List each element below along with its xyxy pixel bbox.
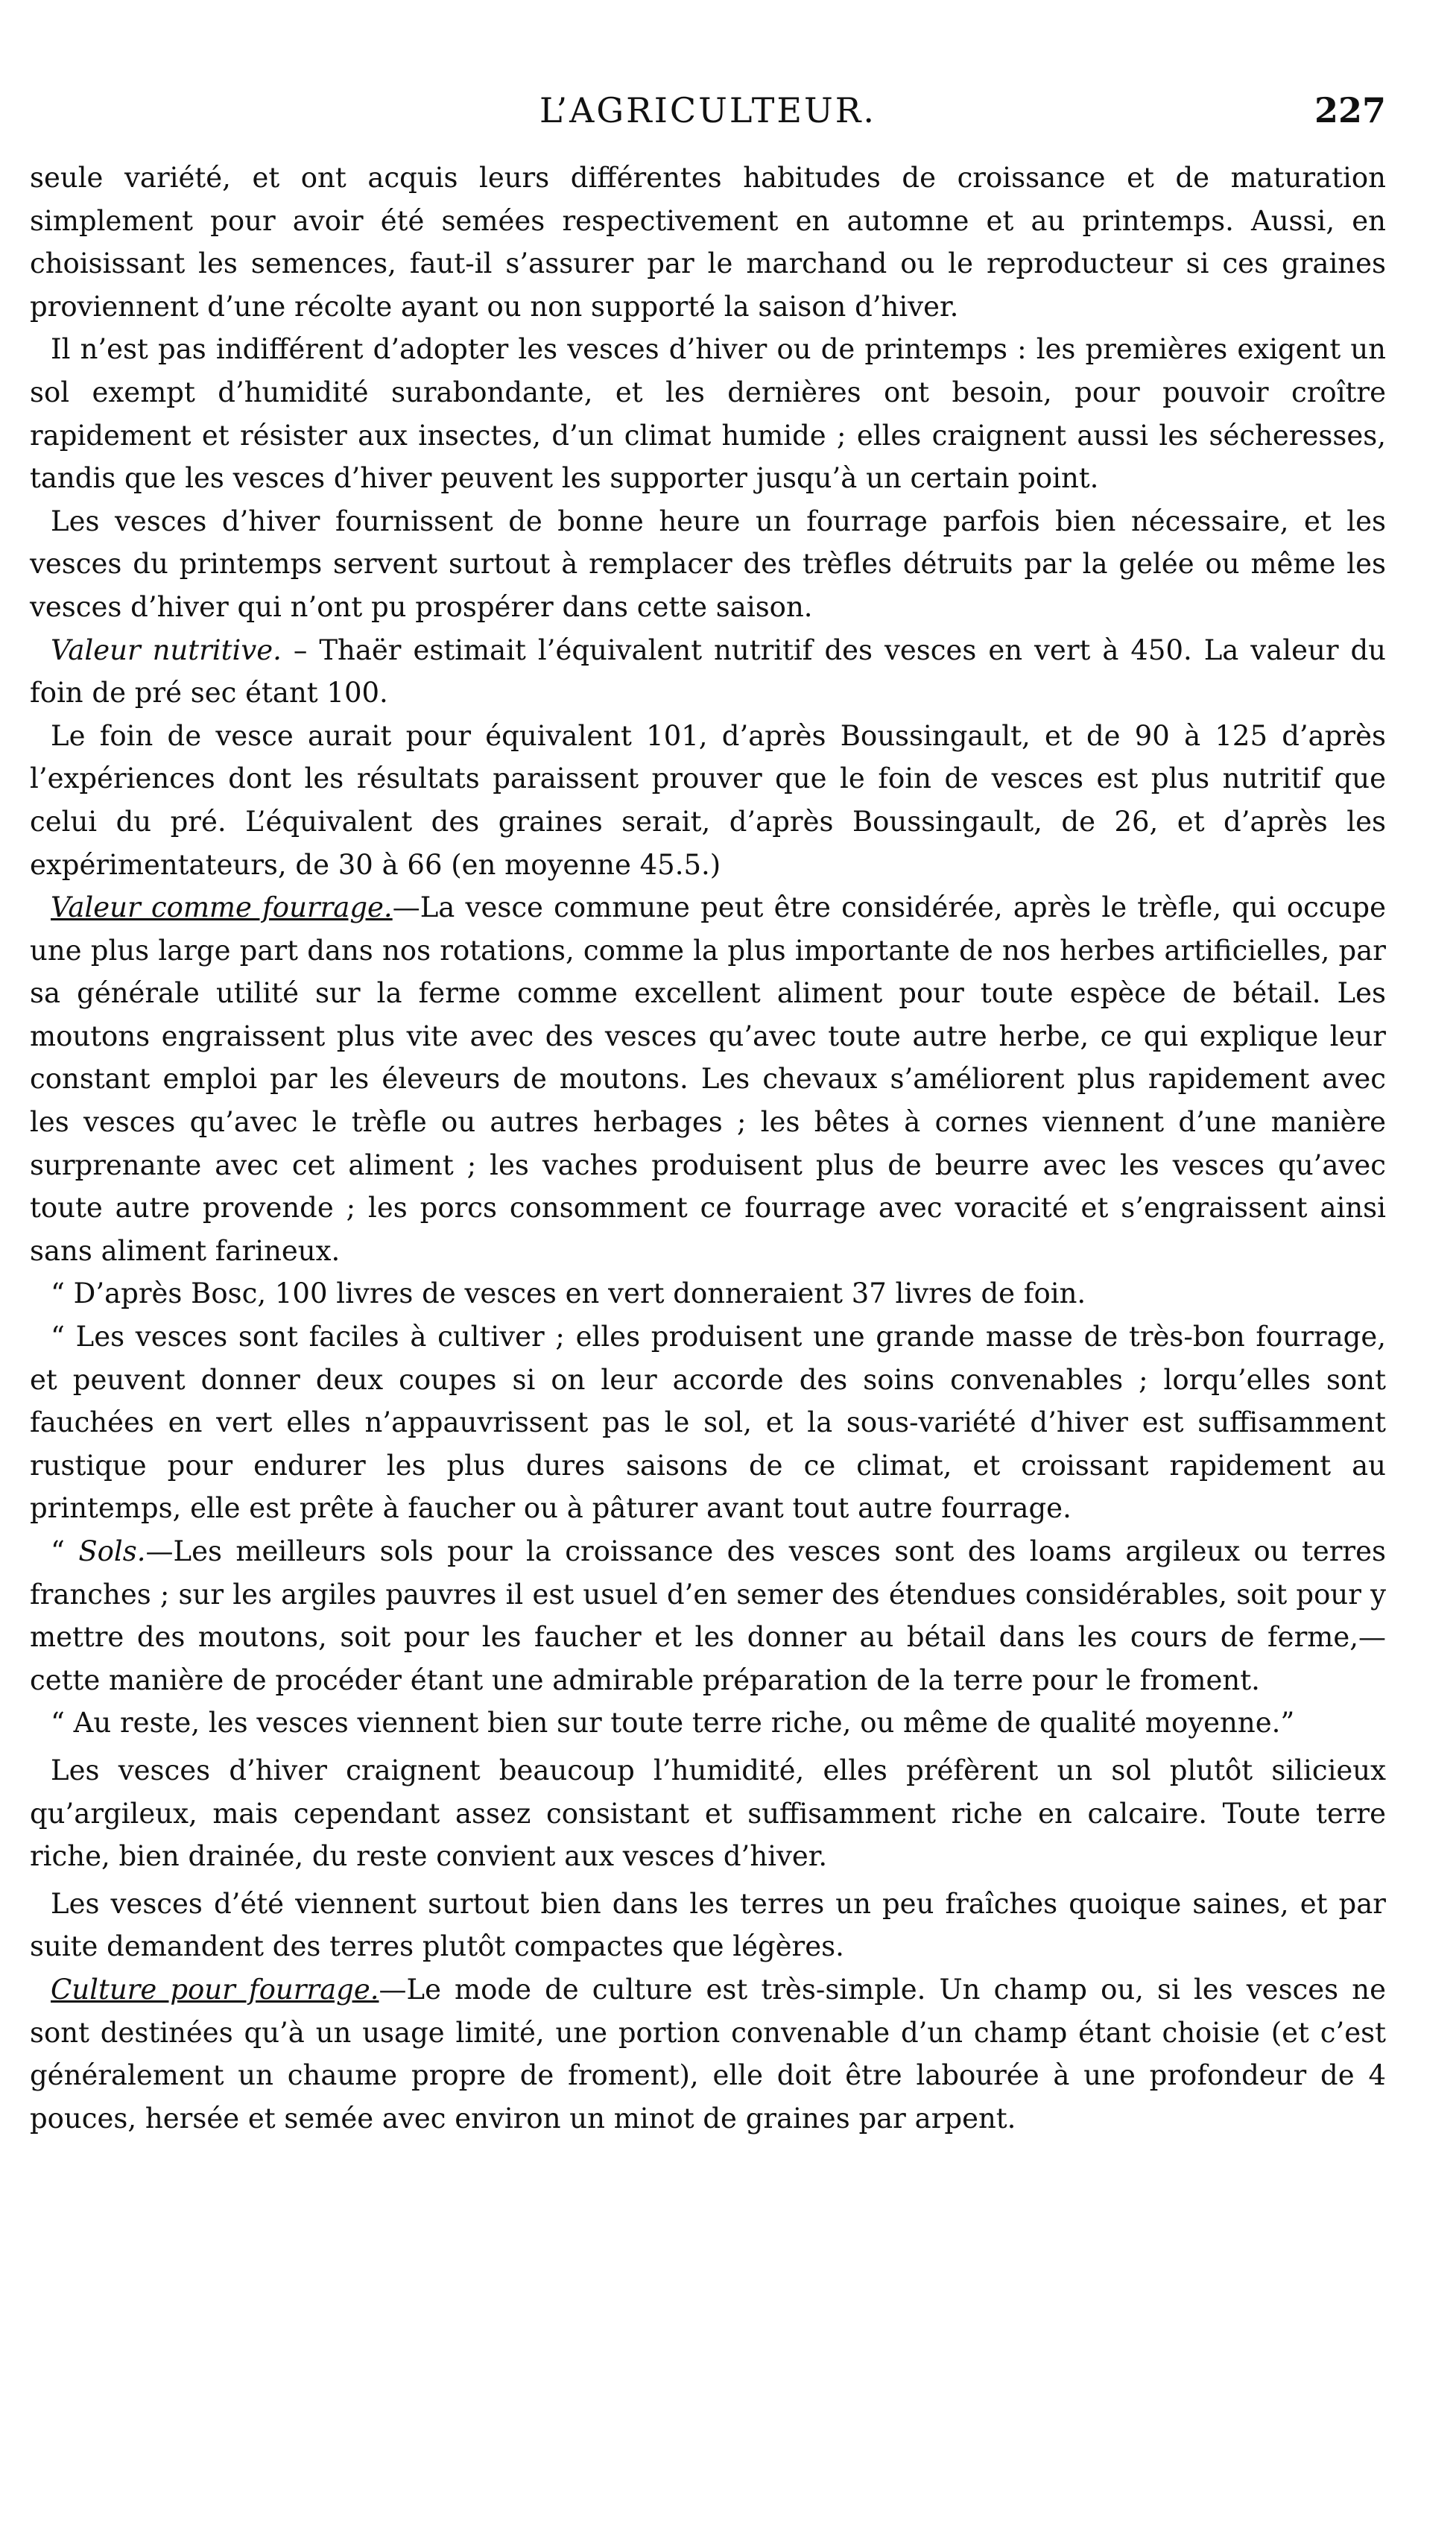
page-number: 227 [1314, 90, 1386, 130]
paragraph-text: “ Les vesces sont faciles à cultiver ; elles produisent une grande masse de très-bon fourrage, et peuvent donner deux coupes si on leur accorde des soins convenables ; lorqu’elles sont fauchées en vert elles n’appauvrissent pas le sol, et la sous-variété d’hiver est suffisamment rustique pour endurer les plus dures saisons de ce climat, et croissant rapidement au printemps, elle est prête à faucher ou à pâturer avant tout autre fourrage. [30, 1321, 1386, 1525]
page-header [30, 80, 1386, 140]
paragraph [30, 1702, 1386, 1745]
paragraph [30, 1315, 1386, 1530]
paragraph [30, 715, 1386, 886]
paragraph-text: Le foin de vesce aurait pour équivalent 101, d’après Boussingault, et de 90 à 125 d’après l’expériences dont les résultats paraissent prouver que le foin de vesces est plus nutritif que celui du pré. L’équivalent des graines serait, d’après Boussingault, de 26, et d’après les expérimentateurs, de 30 à 66 (en moyenne 45.5.) [30, 719, 1386, 881]
paragraph-text: Les vesces d’hiver craignent beaucoup l’humidité, elles préfèrent un sol plutôt silicieux qu’argileux, mais cependant assez consistant et suffisamment riche en calcaire. Toute terre riche, bien drainée, du reste convient aux vesces d’hiver. [30, 1754, 1386, 1873]
paragraph [30, 1883, 1386, 1968]
paragraph [30, 500, 1386, 629]
paragraph [30, 629, 1386, 715]
quote-mark: “ [51, 1535, 79, 1567]
paragraph-text: seule variété, et ont acquis leurs différentes habitudes de croissance et de maturation simplement pour avoir été semées respectivement en automne et au printemps. Aussi, en choisissant les semences, faut-il s’assurer par le marchand ou le reproducteur si ces graines proviennent d’une récolte ayant ou non supporté la saison d’hiver. [30, 162, 1386, 323]
paragraph-text: “ D’après Bosc, 100 livres de vesces en vert donneraient 37 livres de foin. [51, 1277, 1086, 1310]
paragraph [30, 1272, 1386, 1315]
paragraph-text: Les vesces d’hiver fournissent de bonne heure un fourrage parfois bien nécessaire, et les vesces du printemps servent surtout à remplacer des trèfles détruits par la gelée ou même les vesces d’hiver qui n’ont pu prospérer dans cette saison. [30, 505, 1386, 623]
paragraph [30, 1749, 1386, 1878]
paragraph-heading: Valeur comme fourrage. [51, 891, 393, 924]
paragraph [30, 157, 1386, 328]
paragraph-text: —La vesce commune peut être considérée, après le trèfle, qui occupe une plus large part dans nos rotations, comme la plus importante de nos herbes artificielles, par sa générale utilité sur la ferme comme excellent aliment pour toute espèce de bétail. Les moutons engraissent plus vite avec des vesces qu’avec toute autre herbe, ce qui explique leur constant emploi par les éleveurs de moutons. Les chevaux s’améliorent plus rapidement avec les vesces qu’avec le trèfle ou autres herbages ; les bêtes à cornes viennent d’une manière surprenante avec cet aliment ; les vaches produisent plus de beurre avec les vesces qu’avec toute autre provende ; les porcs consomment ce fourrage avec voracité et s’engraissent ainsi sans aliment farineux. [30, 891, 1386, 1267]
paragraph-heading: Sols. [78, 1535, 146, 1567]
paragraph-heading: Culture pour fourrage. [51, 1973, 379, 2006]
paragraph-text: —Les meilleurs sols pour la croissance des vesces sont des loams argileux ou terres franches ; sur les argiles pauvres il est usuel d’en semer des étendues considérables, soit pour y mettre des moutons, soit pour les faucher et les donner au bétail dans les cours de ferme,—cette manière de procéder étant une admirable préparation de la terre pour le froment. [30, 1535, 1386, 1696]
paragraph-text: Les vesces d’été viennent surtout bien dans les terres un peu fraîches quoique saines, et par suite demandent des terres plutôt compactes que légères. [30, 1887, 1386, 1963]
running-title: L’AGRICULTEUR. [539, 90, 876, 130]
paragraph [30, 886, 1386, 1272]
paragraph-text: Il n’est pas indifférent d’adopter les vesces d’hiver ou de printemps : les premières exigent un sol exempt d’humidité surabondante, et les dernières ont besoin, pour pouvoir croître rapidement et résister aux insectes, d’un climat humide ; elles craignent aussi les sécheresses, tandis que les vesces d’hiver peuvent les supporter jusqu’à un certain point. [30, 333, 1386, 495]
paragraph [30, 1530, 1386, 1702]
paragraph-text: —Le mode de culture est très-simple. Un champ ou, si les vesces ne sont destinées qu’à un usage limité, une portion convenable d’un champ étant choisie (et c’est généralement un chaume propre de froment), elle doit être labourée à une profondeur de 4 pouces, hersée et semée avec environ un minot de graines par arpent. [30, 1973, 1386, 2135]
paragraph-text: – Thaër estimait l’équivalent nutritif des vesces en vert à 450. La valeur du foin de pré sec étant 100. [30, 634, 1386, 710]
paragraph-heading: Valeur nutritive. [51, 634, 282, 666]
paragraph [30, 328, 1386, 499]
paragraph [30, 1968, 1386, 2140]
body-text [30, 157, 1386, 2140]
paragraph-text: “ Au reste, les vesces viennent bien sur toute terre riche, ou même de qualité moyenne.” [51, 1707, 1295, 1740]
